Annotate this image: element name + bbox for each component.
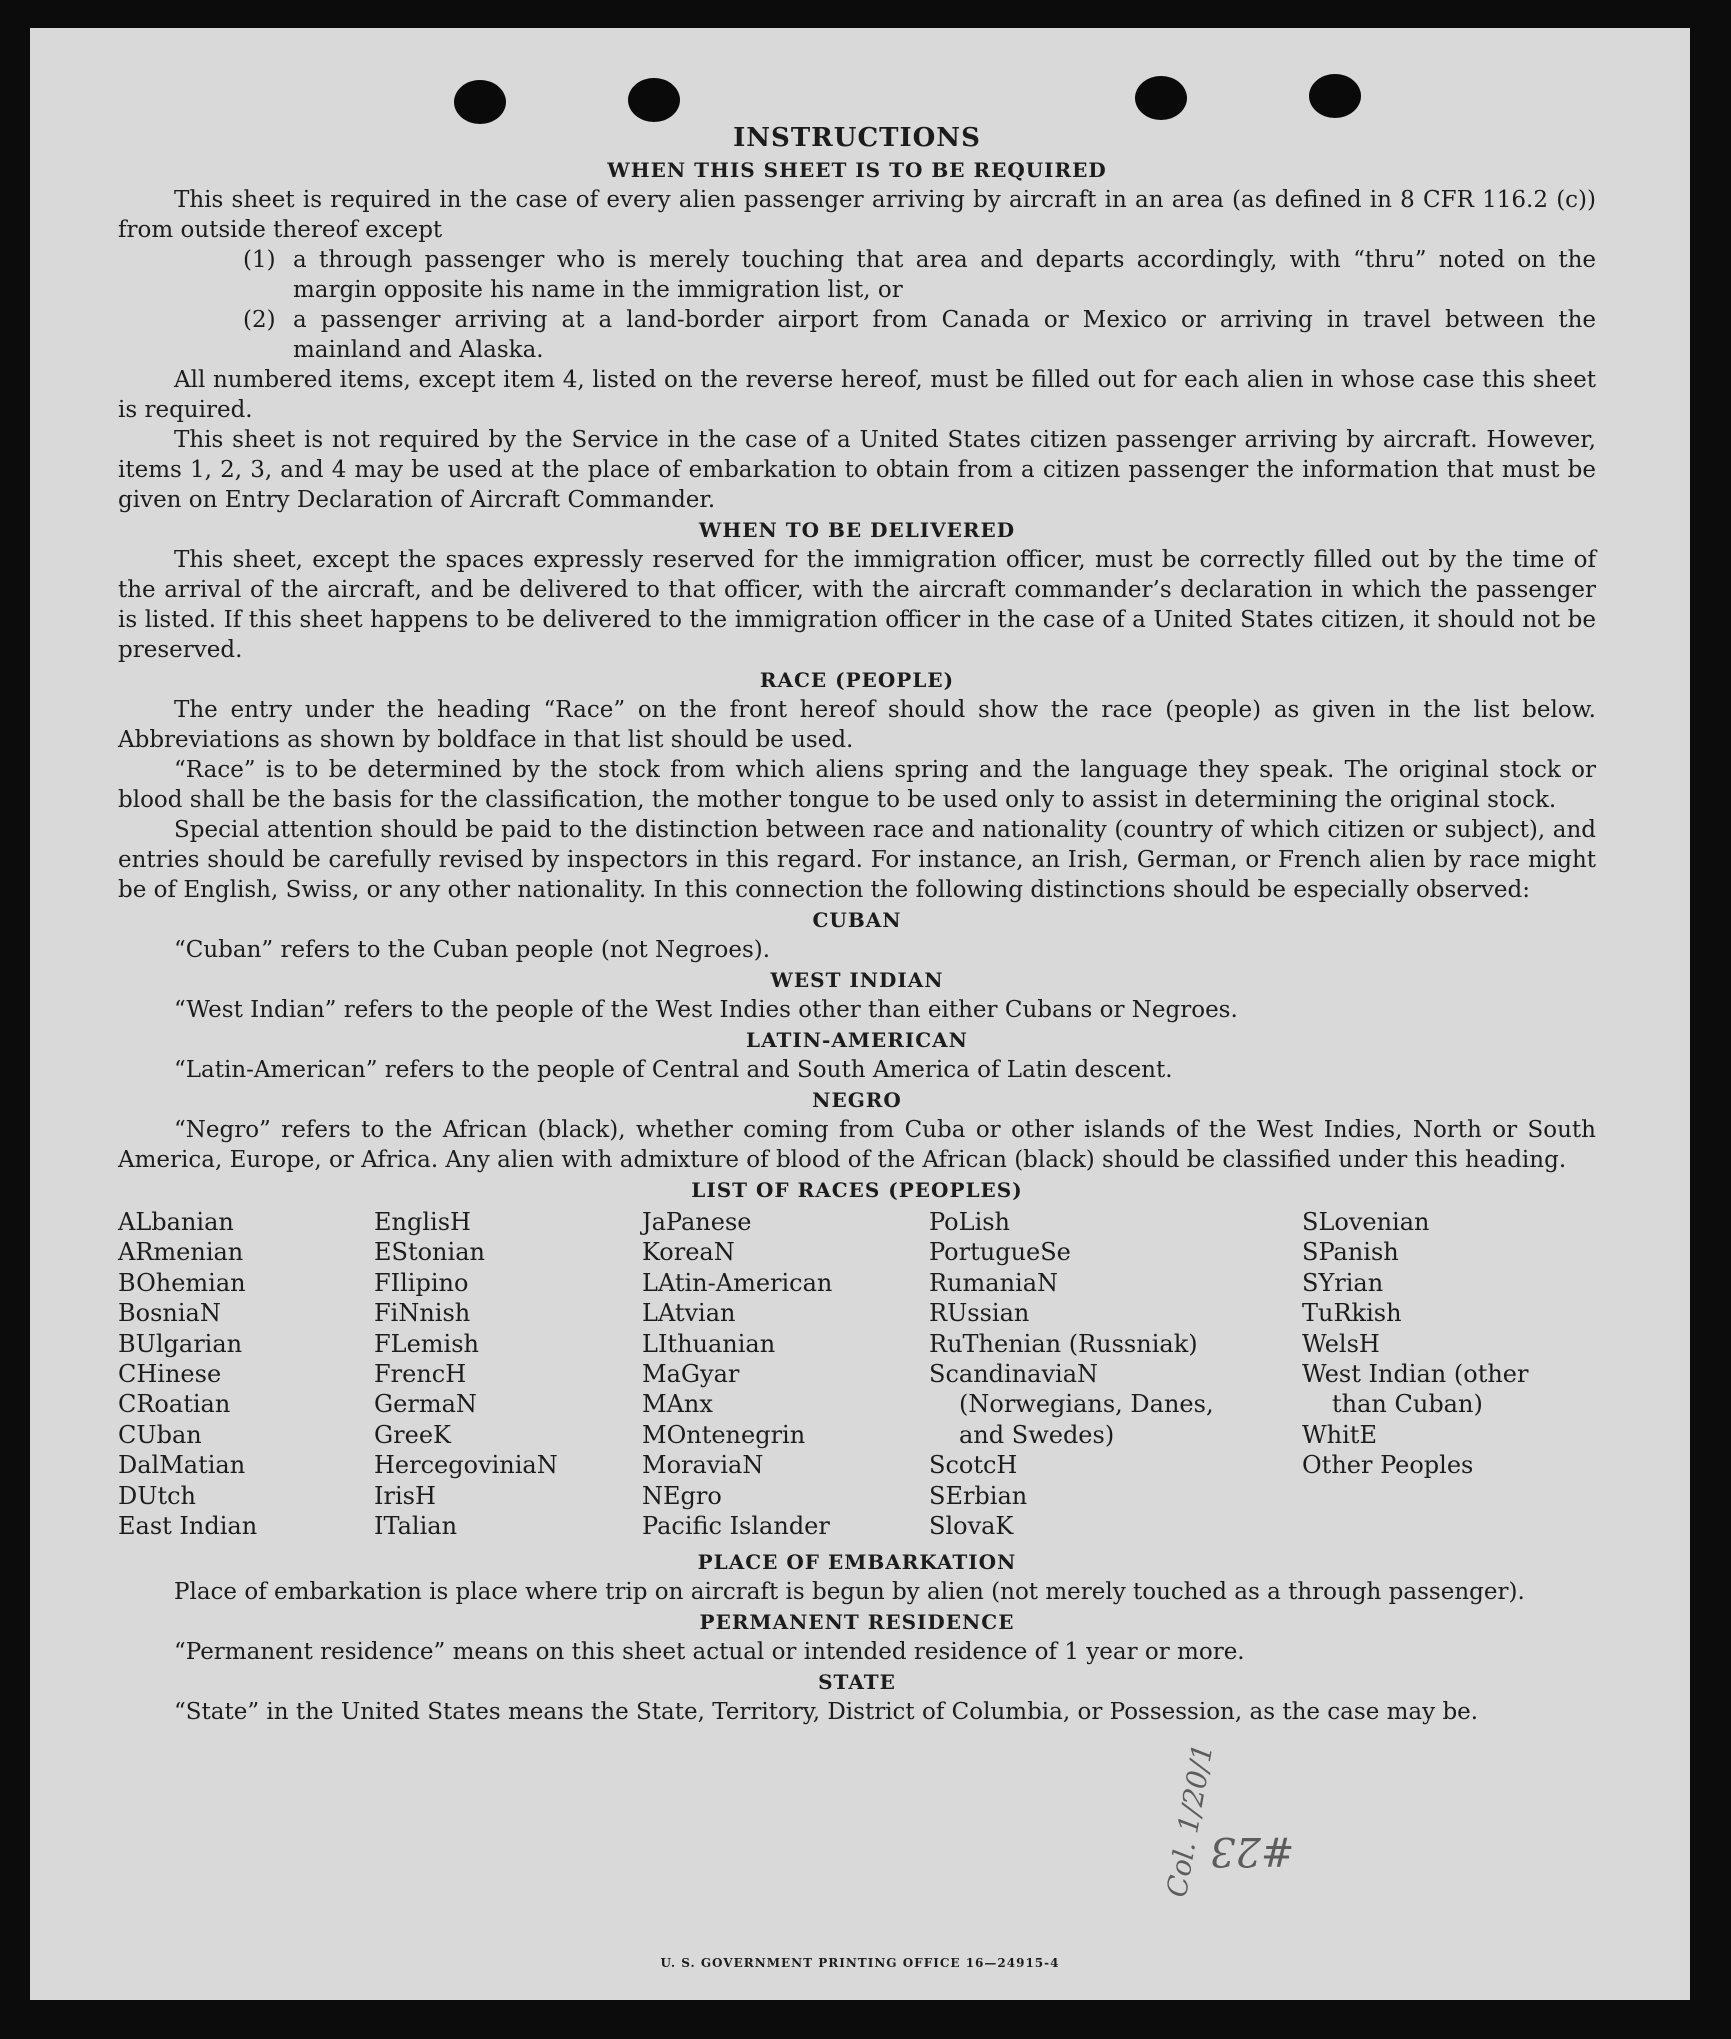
race-entry: RuThenian (Russniak) <box>929 1329 1198 1358</box>
printer-imprint: U. S. GOVERNMENT PRINTING OFFICE 16—24915-4 <box>660 1956 1060 1970</box>
race-entry: SLovenian <box>1302 1208 1430 1236</box>
race-entry: DalMatian <box>118 1451 246 1480</box>
paragraph: This sheet, except the spaces expressly reserved for the immigration officer, must be correctly filled out by the time of the arrival of the aircraft, and be delivered to that officer, with the aircraft commander’s declaration in which the passenger is listed. If this sheet happens to be delivered to the immigration officer in the case of a United States citizen, it should not be preserved. <box>118 547 1596 663</box>
race-entry: CUban <box>118 1420 202 1449</box>
list-item <box>118 245 1596 305</box>
paragraph: This sheet is required in the case of every alien passenger arriving by aircraft in an area (as defined in 8 CFR 116.2 (c)) from outside thereof except <box>118 187 1596 243</box>
handwritten-annotation <box>1150 1741 1380 1968</box>
race-entry: MoraviaN <box>642 1451 764 1480</box>
race-entry: FrencH <box>374 1360 467 1389</box>
page-title: INSTRUCTIONS <box>733 123 981 153</box>
race-entry: MAnx <box>642 1390 713 1419</box>
race-entry: SlovaK <box>929 1512 1014 1541</box>
race-entry: Other Peoples <box>1302 1451 1474 1480</box>
race-entry: TuRkish <box>1302 1299 1402 1328</box>
list-item-number: (2) <box>243 307 276 333</box>
section-heading-race: RACE (PEOPLE) <box>759 668 955 692</box>
section-heading-embarkation: PLACE OF EMBARKATION <box>697 1550 1017 1575</box>
race-entry: CRoatian <box>118 1390 231 1419</box>
race-entry: ITalian <box>374 1512 458 1541</box>
paragraph: “Latin-American” refers to the people of Central and South America of Latin descent. <box>174 1057 1173 1083</box>
race-entry: NEgro <box>642 1481 722 1510</box>
paragraph: “Negro” refers to the African (black), whether coming from Cuba or other islands of the West Indies, North or South America, Europe, or Africa. Any alien with admixture of blood of the African (black) should be classified under this heading. <box>118 1117 1596 1173</box>
paragraph: “West Indian” refers to the people of the West Indies other than either Cubans or Negroes. <box>174 997 1238 1023</box>
race-entry: EStonian <box>374 1238 485 1267</box>
race-entry: East Indian <box>118 1512 258 1541</box>
race-entry: FIlipino <box>374 1268 469 1297</box>
race-entry: IrisH <box>374 1481 436 1510</box>
race-entry: RumaniaN <box>929 1268 1059 1297</box>
paragraph: This sheet is not required by the Service in the case of a United States citizen passenger arriving by aircraft. However, items 1, 2, 3, and 4 may be used at the place of embarkation to obtain from a citizen passenger the information that must be given on Entry Declaration of Aircraft Commander. <box>118 427 1596 513</box>
race-entry: Pacific Islander <box>642 1512 830 1541</box>
race-entry: FLemish <box>374 1329 479 1358</box>
instructions-body <box>118 121 1596 1727</box>
race-entry: WhitE <box>1302 1420 1377 1449</box>
race-entry: HercegoviniaN <box>374 1451 558 1480</box>
race-entry: WelsH <box>1302 1329 1380 1358</box>
race-entry: SErbian <box>929 1481 1028 1510</box>
list-item-text: a through passenger who is merely touching that area and departs accordingly, with “thru” noted on the margin opposite his name in the immigration list, or <box>293 247 1596 303</box>
punch-hole <box>454 80 506 124</box>
race-entry: GreeK <box>374 1420 451 1449</box>
punch-hole <box>1309 74 1361 118</box>
race-entry: ScandinaviaN (Norwegians, Danes, and Swedes) <box>929 1360 1214 1449</box>
race-entry: BOhemian <box>118 1268 246 1297</box>
race-entry: DUtch <box>118 1481 197 1510</box>
race-entry: FiNnish <box>374 1299 471 1328</box>
paragraph: Special attention should be paid to the distinction between race and nationality (country of which citizen or subject), and entries should be carefully revised by inspectors in this regard. For instance, an Irish, German, or French alien by race might be of English, Swiss, or any other nationality. In this connection the following distinctions should be especially observed: <box>118 817 1596 903</box>
list-item-number: (1) <box>243 247 276 273</box>
section-heading-latin-american: LATIN-AMERICAN <box>746 1028 968 1052</box>
paragraph: “Cuban” refers to the Cuban people (not Negroes). <box>174 937 771 963</box>
race-entry: ALbanian <box>118 1208 234 1236</box>
section-heading-cuban: CUBAN <box>812 908 902 932</box>
paragraph: “Race” is to be determined by the stock from which aliens spring and the language they speak. The original stock or blood shall be the basis for the classification, the mother tongue to be used only to assist in determining the original stock. <box>118 757 1596 813</box>
section-heading-west-indian: WEST INDIAN <box>770 968 944 992</box>
document-sheet <box>30 28 1690 2000</box>
race-entry: EnglisH <box>374 1208 471 1236</box>
race-entry: JaPanese <box>642 1208 752 1236</box>
race-entry: BosniaN <box>118 1299 221 1328</box>
race-entry: LAtvian <box>642 1299 736 1328</box>
races-column <box>929 1207 1232 1541</box>
section-heading-races-list: LIST OF RACES (PEOPLES) <box>691 1178 1023 1202</box>
race-entry: SPanish <box>1302 1238 1399 1267</box>
paragraph: The entry under the heading “Race” on the front hereof should show the race (people) as given in the list below. Abbreviations as shown by boldface in that list should be used. <box>118 697 1596 753</box>
paragraph: Place of embarkation is place where trip on aircraft is begun by alien (not merely touched as a through passenger). <box>174 1579 1525 1606</box>
section-heading-state: STATE <box>818 1670 896 1695</box>
race-entry: PortugueSe <box>929 1238 1071 1267</box>
section-heading-negro: NEGRO <box>812 1088 902 1112</box>
races-list <box>118 1207 1596 1541</box>
races-column <box>1302 1207 1570 1541</box>
race-entry: KoreaN <box>642 1238 735 1267</box>
race-entry: SYrian <box>1302 1268 1384 1297</box>
races-column <box>374 1207 642 1541</box>
race-entry: PoLish <box>929 1208 1011 1236</box>
race-entry: LIthuanian <box>642 1329 776 1358</box>
paragraph: “State” in the United States means the State, Territory, District of Columbia, or Possession, as the case may be. <box>174 1699 1479 1726</box>
race-entry: LAtin-American <box>642 1268 833 1297</box>
race-entry: RUssian <box>929 1299 1030 1328</box>
races-column <box>118 1207 374 1541</box>
handwritten-note: Col. 1/20/1 <box>1160 1741 1220 1900</box>
race-entry: West Indian (other than Cuban) <box>1302 1360 1529 1419</box>
section-heading-delivered: WHEN TO BE DELIVERED <box>698 518 1016 542</box>
race-entry: ARmenian <box>118 1238 244 1267</box>
list-item-text: a passenger arriving at a land-border airport from Canada or Mexico or arriving in travel between the mainland and Alaska. <box>293 307 1596 363</box>
race-entry: CHinese <box>118 1360 222 1389</box>
paragraph: All numbered items, except item 4, listed on the reverse hereof, must be filled out for each alien in whose case this sheet is required. <box>118 367 1596 423</box>
races-column <box>642 1207 929 1541</box>
race-entry: ScotcH <box>929 1451 1018 1480</box>
race-entry: MOntenegrin <box>642 1420 806 1449</box>
punch-hole <box>628 78 680 122</box>
handwritten-number: #23 <box>1210 1828 1295 1874</box>
race-entry: GermaN <box>374 1390 477 1419</box>
punch-hole <box>1135 76 1187 120</box>
section-heading-residence: PERMANENT RESIDENCE <box>699 1610 1015 1635</box>
paragraph: “Permanent residence” means on this sheet actual or intended residence of 1 year or more. <box>174 1639 1245 1666</box>
list-item <box>118 305 1596 365</box>
race-entry: BUlgarian <box>118 1329 243 1358</box>
section-heading-required: WHEN THIS SHEET IS TO BE REQUIRED <box>607 158 1107 182</box>
race-entry: MaGyar <box>642 1360 740 1389</box>
